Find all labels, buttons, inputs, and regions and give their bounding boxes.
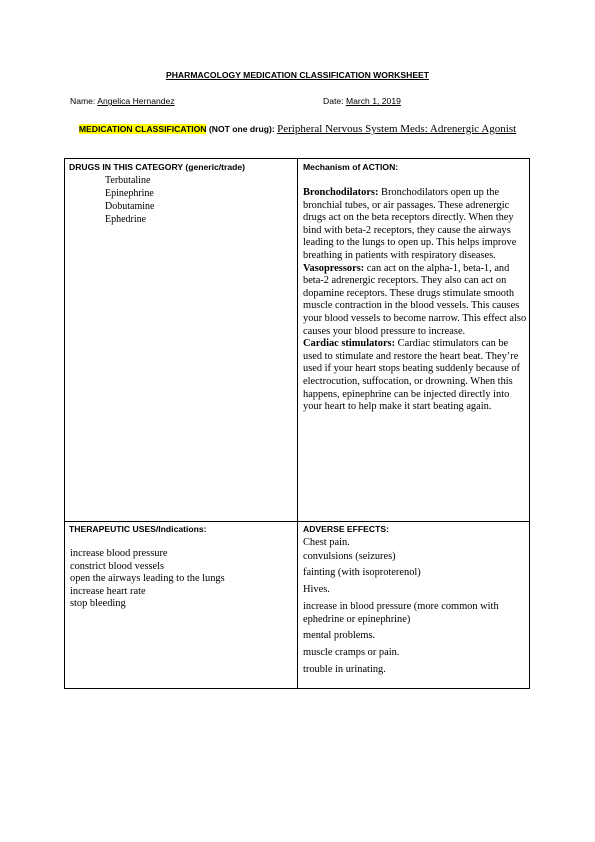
- use-item: increase blood pressure: [70, 548, 168, 559]
- classification-note: (NOT one drug):: [206, 124, 278, 134]
- adverse-item: convulsions (seizures): [303, 550, 396, 562]
- use-item: constrict blood vessels: [70, 560, 165, 572]
- name-label: Name:: [70, 96, 98, 106]
- drug-item: Terbutaline: [105, 175, 151, 186]
- uses-list: [70, 548, 225, 611]
- mechanism-term: Cardiac stimulators:: [303, 338, 396, 350]
- mechanism-text: Bronchodilators open up the bronchial tubes, or air passages. These adrenergic drugs act on the beta receptors directly. When they bind with beta-2 receptors, they cause the airways leading to the lungs to open up. This helps improve breathing in patients with respiratory diseases.: [303, 187, 517, 261]
- name-line: [70, 96, 175, 106]
- mechanism-text: Cardiac stimulators can be used to stimulate and restore the heart beat. They’re used if your heart stops beating suddenly because of electrocution, suffocation, or drowning. When this happens, epinephrine can be injected directly into your heart to help make it start beating again.: [303, 338, 520, 413]
- adverse-item: Chest pain.: [303, 537, 350, 548]
- adverse-item: Hives.: [303, 584, 330, 596]
- mechanism-text: can act on the alpha-1, beta-1, and beta-2 adrenergic receptors. They also can act on dopamine receptors. These drugs stimulate smooth muscle contraction in the blood vessels. This causes your blood vessels to become narrow. This effect also causes your blood pressure to increase.: [303, 262, 527, 337]
- mechanism-term: Vasopressors:: [303, 262, 365, 274]
- row-divider: [65, 521, 529, 522]
- adverse-item: mental problems.: [303, 630, 376, 642]
- adverse-item: fainting (with isoproterenol): [303, 567, 421, 579]
- date-label: Date:: [323, 96, 346, 106]
- mechanism-section-bronchodilators: [303, 187, 527, 263]
- date-line: [323, 96, 401, 106]
- classification-line: [60, 121, 535, 136]
- drug-item: Ephedrine: [105, 214, 147, 225]
- use-item: increase heart rate: [70, 585, 146, 597]
- adverse-list: [303, 537, 529, 681]
- adverse-item: trouble in urinating.: [303, 663, 386, 675]
- classification-label: MEDICATION CLASSIFICATION: [78, 124, 207, 134]
- drug-item: Dobutamine: [105, 201, 155, 212]
- use-item: open the airways leading to the lungs: [70, 573, 225, 585]
- worksheet-table: [64, 158, 530, 689]
- mechanism-heading: Mechanism of ACTION:: [303, 162, 399, 172]
- mechanism-section-cardiac-stimulators: [303, 338, 527, 414]
- drugs-heading: DRUGS IN THIS CATEGORY (generic/trade): [69, 162, 246, 172]
- uses-heading: THERAPEUTIC USES/Indications:: [69, 524, 207, 534]
- use-item: stop bleeding: [70, 598, 126, 610]
- worksheet-date: March 1, 2019: [345, 96, 401, 106]
- student-name: Angelica Hernandez: [97, 96, 175, 106]
- drug-item: Epinephrine: [105, 188, 154, 199]
- drugs-list: [105, 174, 154, 226]
- classification-value: Peripheral Nervous System Meds: Adrenergic Agonist: [277, 123, 517, 135]
- column-divider: [297, 159, 298, 688]
- mechanism-body: [303, 187, 527, 414]
- mechanism-section-vasopressors: [303, 263, 527, 339]
- mechanism-term: Bronchodilators:: [303, 187, 379, 198]
- adverse-item: increase in blood pressure (more common with ephedrine or epinephrine): [303, 600, 499, 625]
- worksheet-title: PHARMACOLOGY MEDICATION CLASSIFICATION WORKSHEET: [165, 70, 430, 80]
- adverse-item: muscle cramps or pain.: [303, 647, 400, 659]
- adverse-heading: ADVERSE EFFECTS:: [303, 524, 389, 534]
